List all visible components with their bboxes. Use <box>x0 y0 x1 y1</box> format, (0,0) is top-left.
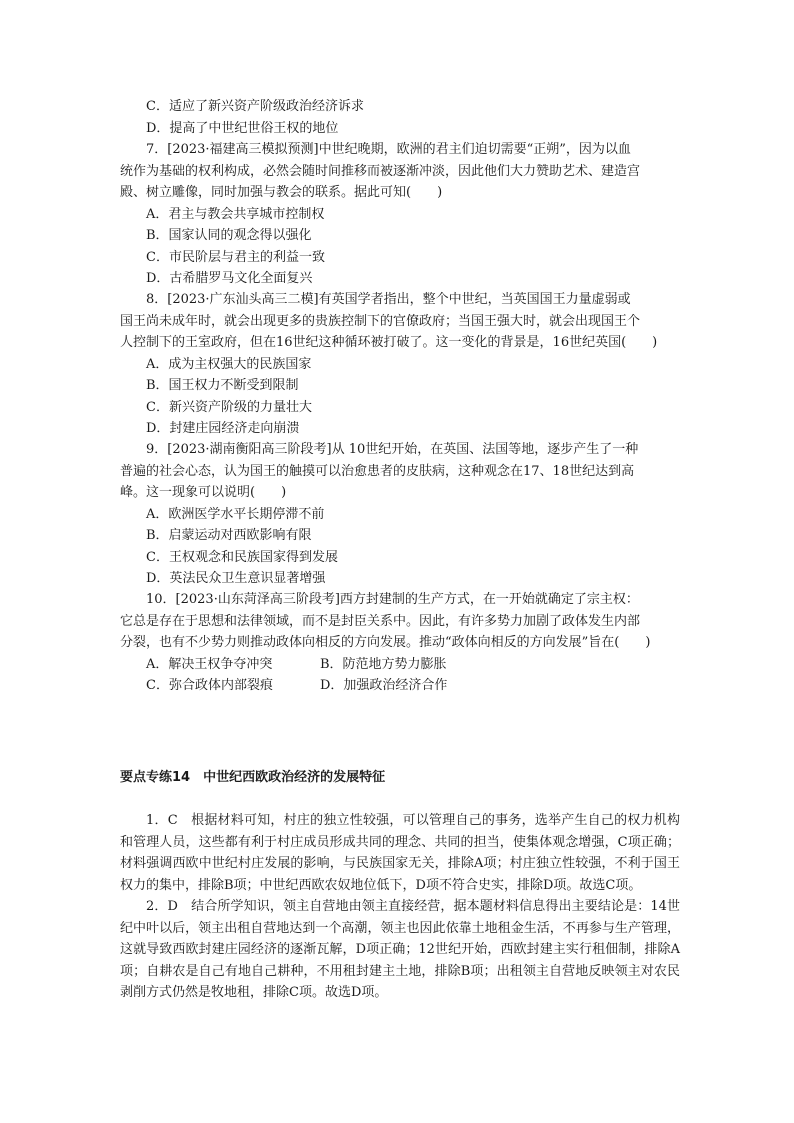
option-c: C．适应了新兴资产阶级政治经济诉求 <box>146 99 364 114</box>
question-9-line-1: 9．[2023·湖南衡阳高三阶段考]从 10世纪开始，在英国、法国等地，逐步产生了一种 <box>146 442 639 457</box>
answer-1: 1．C 根据材料可知，村庄的独立性较强，可以管理自己的事务，选举产生自己的权力机构和管理人员，这些都有利于村庄成员形成共同的理念、共同的担当，使集体观念增强，C项正确；材料强调西欧中世纪村庄发展的影响，与民族国家无关，排除A项；村庄独立性较强，不利于国王权力的集中，排除B项；中世纪西欧农奴地位低下，D项不符合史实，排除D项。故选C项。 <box>120 813 680 893</box>
question-7-option-c: C．市民阶层与君主的利益一致 <box>146 249 325 265</box>
question-10-option-d: D．加强政治经济合作 <box>320 678 448 693</box>
question-9-option-a: A．欧洲医学水平长期停滞不前 <box>146 506 325 522</box>
question-8-option-d: D．封建庄园经济走向崩溃 <box>146 421 300 436</box>
question-8-option-b: B．国王权力不断受到限制 <box>146 378 299 393</box>
question-10 <box>120 589 680 697</box>
question-7-line-2: 统作为基础的权利构成，必然会随时间推移而被逐渐冲淡，因此他们大力赞助艺术、建造宫 <box>120 163 641 179</box>
question-7-option-d: D．古希腊罗马文化全面复兴 <box>146 271 313 286</box>
question-9-line-3: 峰。这一现象可以说明( ) <box>120 485 287 500</box>
question-8-line-1: 8．[2023·广东汕头高三二模]有英国学者指出，整个中世纪，当英国国王力量虚弱或 <box>146 292 631 307</box>
question-9-option-b: B．启蒙运动对西欧影响有限 <box>146 528 312 543</box>
prev-question-options <box>120 96 680 139</box>
question-10-option-a: A．解决王权争夺冲突 <box>146 656 273 672</box>
question-10-line-1: 10．[2023·山东菏泽高三阶段考]西方封建制的生产方式，在一开始就确定了宗主权： <box>146 592 639 607</box>
question-9-option-d: D．英法民众卫生意识显著增强 <box>146 571 326 586</box>
question-7-line-1: 7．[2023·福建高三模拟预测]中世纪晚期，欧洲的君主们迫切需要“正朔”，因为以血 <box>146 142 631 157</box>
question-10-options-row-2 <box>120 675 680 697</box>
section-title: 要点专练14 中世纪西欧政治经济的发展特征 <box>120 770 386 785</box>
question-10-options-row-1 <box>120 654 680 676</box>
answer-list <box>120 810 680 1004</box>
question-9-line-2: 普遍的社会心态，认为国王的触摸可以治愈患者的皮肤病，这种观念在17、18世纪达到高 <box>120 463 635 479</box>
question-7 <box>120 139 680 290</box>
question-10-option-b: B．防范地方势力膨胀 <box>320 656 447 672</box>
question-7-option-a: A．君主与教会共享城市控制权 <box>146 206 325 222</box>
answer-2: 2．D 结合所学知识，领主自营地由领主直接经营，据本题材料信息得出主要结论是：14世纪中叶以后，领主出租自营地达到一个高潮，领主也因此依靠土地租金生活，不再参与生产管理，这就导致西欧封建庄园经济的逐渐瓦解，D项正确；12世纪开始，西欧封建主实行租佃制，排除A项；自耕农是自己有地自己耕种，不用租封建主土地，排除B项；出租领主自营地反映领主对农民剥削方式仍然是牧地租，排除C项。故选D项。 <box>120 899 680 1000</box>
question-10-line-3: 分裂，也有不少势力则推动政体向相反的方向发展。推动“政体向相反的方向发展”旨在( ) <box>120 635 651 650</box>
question-10-line-2: 它总是存在于思想和法律领域，而不是封臣关系中。因此，有许多势力加剧了政体发生内部 <box>120 613 641 629</box>
question-10-option-c: C．弥合政体内部裂痕 <box>146 678 273 693</box>
question-7-line-3: 殿、树立雕像，同时加强与教会的联系。据此可知( ) <box>120 185 443 200</box>
question-9 <box>120 439 680 590</box>
question-8-line-2: 国王尚未成年时，就会出现更多的贵族控制下的官僚政府；当国王强大时，就会出现国王个 <box>120 313 641 329</box>
question-8-line-3: 人控制下的王室政府，但在16世纪这种循环被打破了。这一变化的背景是，16世纪英国( ) <box>120 335 658 350</box>
question-7-option-b: B．国家认同的观念得以强化 <box>146 228 312 243</box>
question-8 <box>120 289 680 440</box>
option-d: D．提高了中世纪世俗王权的地位 <box>146 120 339 136</box>
question-8-option-c: C．新兴资产阶级的力量壮大 <box>146 399 312 415</box>
question-9-option-c: C．王权观念和民族国家得到发展 <box>146 549 338 565</box>
question-8-option-a: A．成为主权强大的民族国家 <box>146 356 312 372</box>
